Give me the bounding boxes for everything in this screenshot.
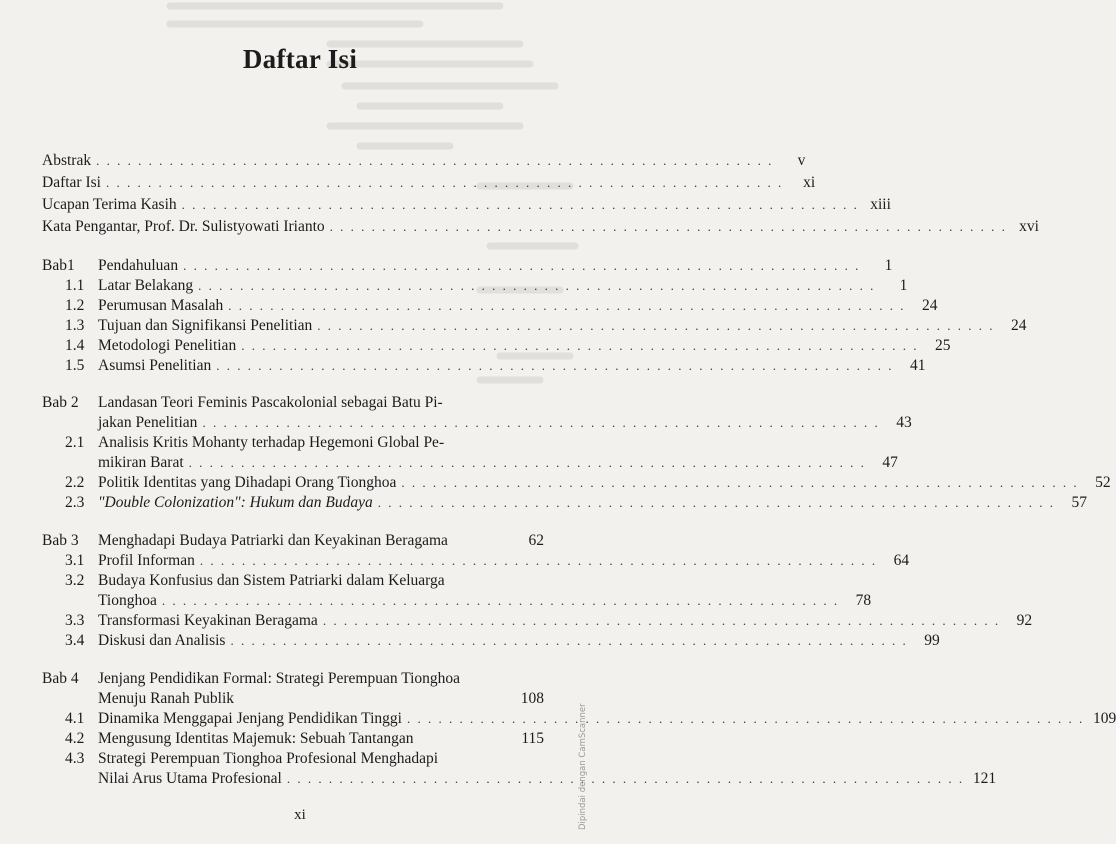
section-title: Perumusan Masalah: [98, 297, 224, 314]
leader-dots: . . . . . . . . . . . . . . . . . . . . . . . . . . . . . . . . . . . . . . . . . . . . . . . . . . . . . . . . . . . . . . . . .: [241, 338, 919, 353]
chapter-number: Bab 3: [42, 532, 79, 549]
toc-section-1-4[interactable]: [65, 336, 951, 356]
toc-entry-label: Ucapan Terima Kasih: [42, 196, 177, 213]
toc-entry-daftar-isi[interactable]: [42, 173, 816, 193]
section-number: 1.3: [65, 317, 85, 334]
section-title-line2: mikiran Barat: [98, 454, 184, 471]
toc-page-number: 121: [972, 770, 997, 787]
leader-dots: . . . . . . . . . . . . . . . . . . . . . . . . . . . . . . . . . . . . . . . . . . . . . . . . . . . . . . . . . . . . . . . . .: [401, 475, 1079, 490]
section-number: 3.3: [65, 612, 85, 629]
chapter-title-line2: jakan Penelitian: [98, 414, 198, 431]
chapter-title: Menghadapi Budaya Patriarki dan Keyakinan Beragama: [98, 532, 448, 549]
toc-chapter-3[interactable]: [98, 531, 544, 551]
leader-dots: . . . . . . . . . . . . . . . . . . . . . . . . . . . . . . . . . . . . . . . . . . . . . . . . . . . . . . . . . . . . . . . . .: [181, 197, 859, 212]
section-number: 1.2: [65, 297, 85, 314]
section-title: Dinamika Menggapai Jenjang Pendidikan Tinggi: [98, 710, 402, 727]
toc-section-1-5[interactable]: [65, 356, 926, 376]
toc-page-number: 64: [893, 552, 910, 569]
section-title: Mengusung Identitas Majemuk: Sebuah Tantangan: [98, 730, 414, 747]
leader-dots: . . . . . . . . . . . . . . . . . . . . . . . . . . . . . . . . . . . . . . . . . . . . . . . . . . . . . . . . . . . . . . . . .: [183, 258, 861, 273]
toc-page-number: 41: [909, 357, 926, 374]
toc-section-3-2[interactable]: [98, 591, 872, 611]
toc-section-3-3[interactable]: [65, 611, 1033, 631]
leader-dots: . . . . . . . . . . . . . . . . . . . . . . . . . . . . . . . . . . . . . . . . . . . . . . . . . . . . . . . . . . . . . . . . .: [377, 495, 1056, 510]
toc-section-3-4[interactable]: [65, 631, 940, 651]
section-title-line1[interactable]: Budaya Konfusius dan Sistem Patriarki dalam Keluarga: [98, 572, 445, 589]
chapter-title-line1[interactable]: Landasan Teori Feminis Pascakolonial sebagai Batu Pi-: [98, 394, 443, 411]
leader-dots: . . . . . . . . . . . . . . . . . . . . . . . . . . . . . . . . . . . . . . . . . . . . . . . . . . . . . . . . . . . . . . . . .: [228, 298, 906, 313]
leader-dots: . . . . . . . . . . . . . . . . . . . . . . . . . . . . . . . . . . . . . . . . . . . . . . . . . . . . . . . . . . . . . . . . .: [105, 175, 784, 190]
leader-dots: . . . . . . . . . . . . . . . . . . . . . . . . . . . . . . . . . . . . . . . . . . . . . . . . . . . . . . . . . . . . . . . . .: [198, 278, 876, 293]
section-number: 1.5: [65, 357, 85, 374]
chapter-title: Pendahuluan: [98, 257, 179, 274]
section-number: 2.2: [65, 474, 85, 491]
toc-page-number: 62: [528, 532, 544, 549]
toc-chapter-1[interactable]: [98, 256, 893, 276]
chapter-number: Bab1: [42, 257, 75, 274]
chapter-title-line2: Menuju Ranah Publik: [98, 690, 235, 707]
toc-section-4-1[interactable]: [65, 709, 1116, 729]
section-number: 3.4: [65, 632, 85, 649]
toc-page-number: xi: [803, 174, 816, 191]
leader-dots: . . . . . . . . . . . . . . . . . . . . . . . . . . . . . . . . . . . . . . . . . . . . . . . . . . . . . . . . . . . . . . . . .: [406, 711, 1085, 726]
section-number: 2.1: [65, 434, 85, 451]
toc-page-number: xvi: [1019, 218, 1039, 235]
toc-page-number: 108: [520, 690, 544, 707]
toc-entry-kata-pengantar[interactable]: [42, 217, 1039, 237]
toc-entry-abstrak[interactable]: [42, 151, 806, 171]
leader-dots: . . . . . . . . . . . . . . . . . . . . . . . . . . . . . . . . . . . . . . . . . . . . . . . . . . . . . . . . . . . . . . . . .: [329, 219, 1007, 234]
section-number: 3.1: [65, 552, 85, 569]
chapter-number: Bab 4: [42, 670, 79, 687]
section-number: 4.1: [65, 710, 85, 727]
toc-page-number: 24: [922, 297, 938, 314]
toc-page-number: 78: [855, 592, 872, 609]
toc-chapter-2[interactable]: [98, 413, 912, 433]
toc-entry-label: Kata Pengantar, Prof. Dr. Sulistyowati Irianto: [42, 218, 325, 235]
section-title: Latar Belakang: [98, 277, 194, 294]
section-number: 4.2: [65, 730, 85, 747]
section-title: "Double Colonization": Hukum dan Budaya: [98, 494, 373, 511]
toc-page-number: 99: [924, 632, 940, 649]
scanner-watermark: Dipindai dengan CamScanner: [578, 703, 588, 830]
chapter-number: Bab 2: [42, 394, 79, 411]
leader-dots: . . . . . . . . . . . . . . . . . . . . . . . . . . . . . . . . . . . . . . . . . . . . . . . . . . . . . . . . . . . . . . . . .: [286, 771, 965, 786]
section-title: Tujuan dan Signifikansi Penelitian: [98, 317, 313, 334]
toc-section-1-3[interactable]: [65, 316, 1027, 336]
section-title: Politik Identitas yang Dihadapi Orang Tionghoa: [98, 474, 397, 491]
leader-dots: . . . . . . . . . . . . . . . . . . . . . . . . . . . . . . . . . . . . . . . . . . . . . . . . . . . . . . . . . . . . . . . . .: [188, 455, 866, 470]
toc-entry-ucapan-terima-kasih[interactable]: [42, 195, 891, 215]
leader-dots: . . . . . . . . . . . . . . . . . . . . . . . . . . . . . . . . . . . . . . . . . . . . . . . . . . . . . . . . . . . . . . . . .: [202, 415, 880, 430]
toc-chapter-4[interactable]: [98, 689, 544, 709]
toc-section-2-1[interactable]: [98, 453, 898, 473]
section-number: 1.4: [65, 337, 85, 354]
leader-dots: . . . . . . . . . . . . . . . . . . . . . . . . . . . . . . . . . . . . . . . . . . . . . . . . . . . . . . . . . . . . . . . . .: [230, 633, 908, 648]
toc-page-number: 24: [1011, 317, 1027, 334]
leader-dots: . . . . . . . . . . . . . . . . . . . . . . . . . . . . . . . . . . . . . . . . . . . . . . . . . . . . . . . . . . . . . . . . .: [317, 318, 995, 333]
toc-section-2-3[interactable]: [65, 493, 1088, 513]
toc-page-number: 115: [521, 730, 544, 747]
toc-section-2-2[interactable]: [65, 473, 1111, 493]
section-number: 4.3: [65, 750, 85, 767]
section-title-line1[interactable]: Analisis Kritis Mohanty terhadap Hegemoni Global Pe-: [98, 434, 445, 451]
section-number: 2.3: [65, 494, 85, 511]
section-title-line1[interactable]: Strategi Perempuan Tionghoa Profesional Menghadapi: [98, 750, 439, 767]
leader-dots: . . . . . . . . . . . . . . . . . . . . . . . . . . . . . . . . . . . . . . . . . . . . . . . . . . . . . . . . . . . . . . . . .: [216, 358, 894, 373]
toc-entry-label: Daftar Isi: [42, 174, 101, 191]
toc-page-number: 52: [1095, 474, 1111, 491]
toc-page-number: 109: [1092, 710, 1116, 727]
leader-dots: . . . . . . . . . . . . . . . . . . . . . . . . . . . . . . . . . . . . . . . . . . . . . . . . . . . . . . . . . . . . . . . . .: [322, 613, 1001, 628]
toc-section-4-2[interactable]: [65, 729, 544, 749]
section-number: 3.2: [65, 572, 85, 589]
toc-page-number: 57: [1071, 494, 1088, 511]
section-title: Diskusi dan Analisis: [98, 632, 226, 649]
page-title: Daftar Isi: [242, 44, 358, 74]
toc-page-number: 25: [934, 337, 951, 354]
section-title: Transformasi Keyakinan Beragama: [98, 612, 318, 629]
toc-page-number: 43: [896, 414, 912, 431]
section-title: Profil Informan: [98, 552, 195, 569]
toc-page-number: xiii: [870, 196, 891, 213]
chapter-title-line1[interactable]: Jenjang Pendidikan Formal: Strategi Perempuan Tionghoa: [98, 670, 461, 687]
toc-page-number: v: [797, 152, 806, 169]
section-number: 1.1: [65, 277, 85, 294]
section-title: Metodologi Penelitian: [98, 337, 237, 354]
toc-section-1-2[interactable]: [65, 296, 938, 316]
section-title-line2: Tionghoa: [98, 592, 157, 609]
leader-dots: . . . . . . . . . . . . . . . . . . . . . . . . . . . . . . . . . . . . . . . . . . . . . . . . . . . . . . . . . . . . . . . . .: [161, 593, 840, 608]
toc-entry-label: Abstrak: [42, 152, 92, 169]
toc-section-3-1[interactable]: [65, 551, 910, 571]
section-title: Asumsi Penelitian: [98, 357, 212, 374]
page-number-footer: xi: [294, 807, 306, 823]
toc-page-number: 92: [1016, 612, 1033, 629]
section-title-line2: Nilai Arus Utama Profesional: [98, 770, 282, 787]
toc-page-number: 1: [899, 277, 908, 294]
toc-page-number: 47: [882, 454, 898, 471]
toc-page-number: 1: [884, 257, 893, 274]
leader-dots: . . . . . . . . . . . . . . . . . . . . . . . . . . . . . . . . . . . . . . . . . . . . . . . . . . . . . . . . . . . . . . . . .: [96, 153, 774, 168]
toc-section-1-1[interactable]: [65, 276, 908, 296]
leader-dots: . . . . . . . . . . . . . . . . . . . . . . . . . . . . . . . . . . . . . . . . . . . . . . . . . . . . . . . . . . . . . . . . .: [199, 553, 878, 568]
toc-section-4-3[interactable]: [98, 769, 997, 789]
